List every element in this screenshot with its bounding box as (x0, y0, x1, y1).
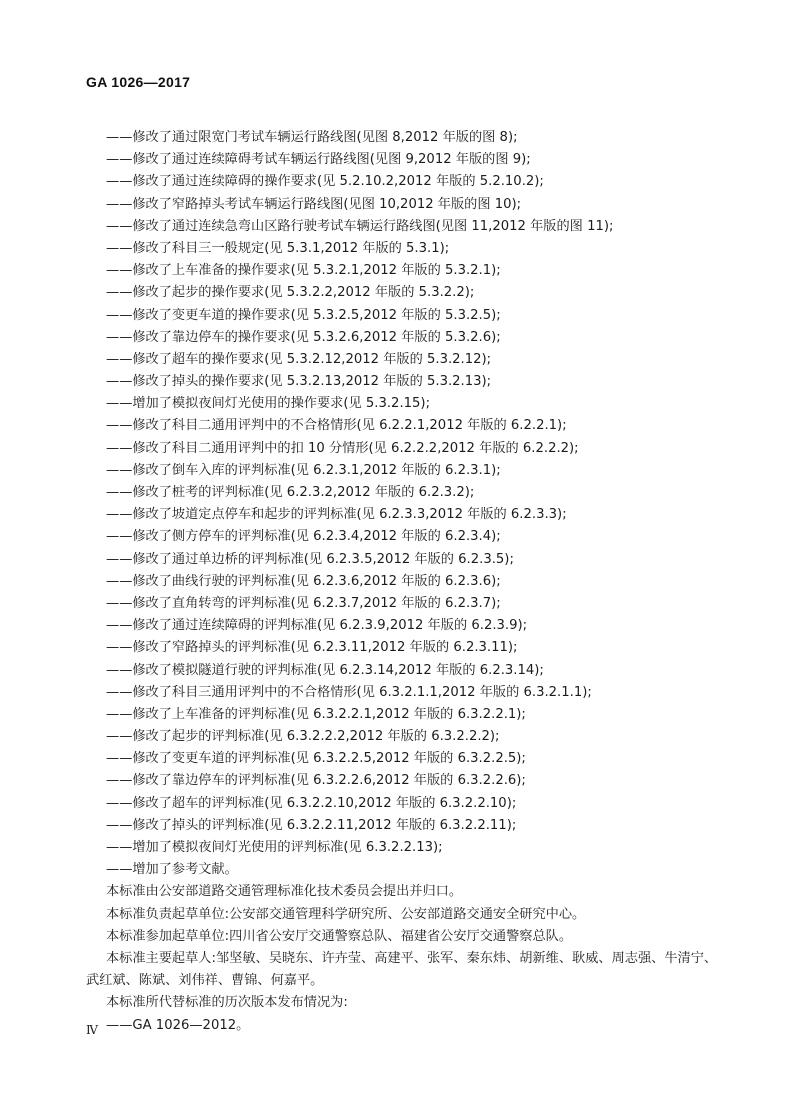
revision-item: ——修改了变更车道的评判标准(见 6.3.2.2.5,2012 年版的 6.3.2.2.5); (106, 751, 526, 767)
revision-item: ——增加了模拟夜间灯光使用的评判标准(见 6.3.2.2.13); (106, 840, 443, 855)
revision-item: ——修改了靠边停车的操作要求(见 5.3.2.6,2012 年版的 5.3.2.6); (106, 329, 501, 345)
revision-item: ——修改了模拟隧道行驶的评判标准(见 6.2.3.14,2012 年版的 6.2.3.14); (106, 662, 544, 678)
drafting-unit-paragraph: 本标准负责起草单位:公安部交通管理科学研究所、公安部道路交通安全研究中心。 (106, 906, 586, 922)
revision-item: ——修改了靠边停车的评判标准(见 6.3.2.2.6,2012 年版的 6.3.2.2.6); (106, 773, 526, 789)
revision-item: ——修改了科目三通用评判中的不合格情形(见 6.3.2.1.1,2012 年版的 6.3.2.1.1); (106, 684, 592, 700)
revision-item: ——增加了参考文献。 (106, 862, 238, 878)
revision-item: ——修改了窄路掉头考试车辆运行路线图(见图 10,2012 年版的图 10); (106, 196, 522, 212)
revision-item: ——修改了曲线行驶的评判标准(见 6.2.3.6,2012 年版的 6.2.3.6); (106, 573, 501, 589)
revision-item: ——修改了桩考的评判标准(见 6.2.3.2,2012 年版的 6.2.3.2); (106, 485, 475, 500)
history-item: ——GA 1026—2012。 (106, 1017, 250, 1033)
revision-item: ——修改了科目三一般规定(见 5.3.1,2012 年版的 5.3.1); (106, 240, 450, 256)
history-intro-paragraph: 本标准所代替标准的历次版本发布情况为: (106, 995, 348, 1011)
revision-item: ——修改了通过连续障碍的评判标准(见 6.2.3.9,2012 年版的 6.2.3.9); (106, 618, 528, 634)
standard-code-header: GA 1026—2017 (86, 74, 191, 90)
participating-units-paragraph: 本标准参加起草单位:四川省公安厅交通警察总队、福建省公安厅交通警察总队。 (106, 928, 573, 944)
revision-item: ——修改了通过单边桥的评判标准(见 6.2.3.5,2012 年版的 6.2.3.5); (106, 551, 514, 567)
revision-item: ——修改了掉头的操作要求(见 5.3.2.13,2012 年版的 5.3.2.13); (106, 374, 492, 390)
revision-item: ——修改了掉头的评判标准(见 6.3.2.2.11,2012 年版的 6.3.2.2.11); (106, 817, 517, 833)
foreword-body (0, 127, 800, 1037)
proposed-by-paragraph: 本标准由公安部道路交通管理标准化技术委员会提出并归口。 (106, 884, 463, 900)
revision-item: ——修改了超车的评判标准(见 6.3.2.2.10,2012 年版的 6.3.2.2.10); (106, 795, 517, 811)
drafters-paragraph-line1: 本标准主要起草人:邹坚敏、吴晓东、许卉莹、高建平、张军、秦东炜、胡新维、耿威、周志强、牛清宁、 (106, 950, 718, 966)
drafters-paragraph-line2: 武红斌、陈斌、刘伟祥、曹锦、何嘉平。 (86, 973, 324, 989)
revision-item: ——修改了直角转弯的评判标准(见 6.2.3.7,2012 年版的 6.2.3.7); (106, 595, 501, 611)
revision-list (0, 127, 800, 881)
revision-item: ——修改了上车准备的操作要求(见 5.3.2.1,2012 年版的 5.3.2.1); (106, 263, 501, 279)
revision-item: ——修改了坡道定点停车和起步的评判标准(见 6.2.3.3,2012 年版的 6.2.3.3); (106, 507, 567, 523)
revision-item: ——修改了科目二通用评判中的不合格情形(见 6.2.2.1,2012 年版的 6.2.2.1); (106, 418, 567, 434)
revision-item: ——修改了通过连续障碍的操作要求(见 5.2.10.2,2012 年版的 5.2.10.2); (106, 174, 544, 190)
revision-item: ——修改了倒车入库的评判标准(见 6.2.3.1,2012 年版的 6.2.3.1); (106, 462, 501, 478)
revision-item: ——增加了模拟夜间灯光使用的操作要求(见 5.3.2.15); (106, 396, 431, 412)
revision-item: ——修改了侧方停车的评判标准(见 6.2.3.4,2012 年版的 6.2.3.4); (106, 529, 501, 545)
revision-item: ——修改了科目二通用评判中的扣 10 分情形(见 6.2.2.2,2012 年版的 6.2.2.2); (106, 440, 579, 456)
revision-item: ——修改了上车准备的评判标准(见 6.3.2.2.1,2012 年版的 6.3.2.2.1); (106, 706, 526, 722)
revision-item: ——修改了起步的评判标准(见 6.3.2.2.2,2012 年版的 6.3.2.2.2); (106, 729, 500, 745)
revision-item: ——修改了通过连续障碍考试车辆运行路线图(见图 9,2012 年版的图 9); (106, 152, 531, 168)
revision-item: ——修改了起步的操作要求(见 5.3.2.2,2012 年版的 5.3.2.2); (106, 285, 475, 301)
revision-item: ——修改了通过连续急弯山区路行驶考试车辆运行路线图(见图 11,2012 年版的图 11); (106, 218, 614, 234)
revision-item: ——修改了窄路掉头的评判标准(见 6.2.3.11,2012 年版的 6.2.3.11); (106, 640, 518, 656)
revision-item: ——修改了变更车道的操作要求(见 5.3.2.5,2012 年版的 5.3.2.5); (106, 307, 501, 323)
revision-item: ——修改了超车的操作要求(见 5.3.2.12,2012 年版的 5.3.2.12); (106, 351, 492, 367)
page-number: Ⅳ (86, 1023, 98, 1037)
revision-item: ——修改了通过限宽门考试车辆运行路线图(见图 8,2012 年版的图 8); (106, 130, 518, 145)
